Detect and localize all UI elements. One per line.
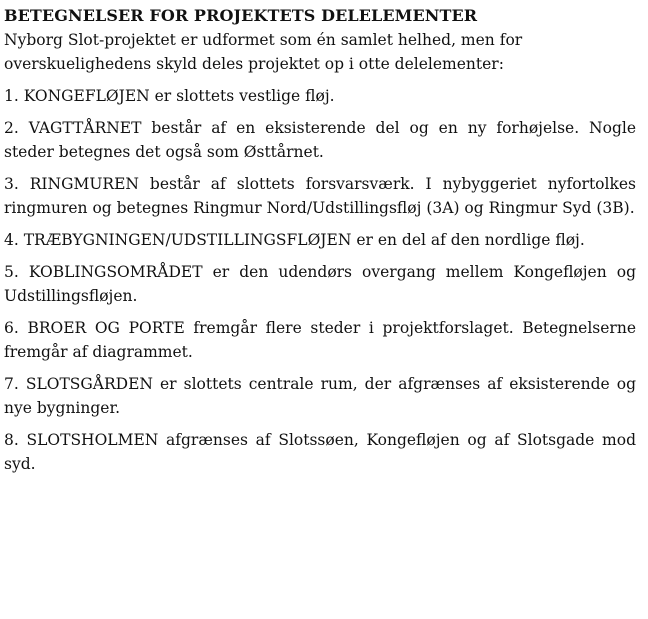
list-item-kongefloejen: 1. KONGEFLØJEN er slottets vestlige fløj. (4, 87, 335, 105)
intro-paragraph: Nyborg Slot-projektet er udformet som én samlet helhed, men for overskuelighedens skyld deles projektet op i otte delelementer: (4, 31, 523, 73)
list-item-ringmuren: 3. RINGMUREN består af slottets forsvarsværk. I nybyggeriet nyfortolkes ringmuren og betegnes Ringmur Nord/Udstillingsfløj (3A) og Ringmur Syd (3B). (4, 175, 636, 217)
list-item-koblingsomraadet: 5. KOBLINGSOMRÅDET er den udendørs overgang mellem Kongefløjen og Udstillingsfløjen. (4, 263, 636, 305)
section-heading: BETEGNELSER FOR PROJEKTETS DELELEMENTER (4, 6, 478, 25)
list-item-traebygningen: 4. TRÆBYGNINGEN/UDSTILLINGSFLØJEN er en del af den nordlige fløj. (4, 231, 585, 249)
list-item-slotsgaarden: 7. SLOTSGÅRDEN er slottets centrale rum, der afgrænses af eksisterende og nye bygninger. (4, 375, 636, 417)
list-item-broer-og-porte: 6. BROER OG PORTE fremgår flere steder i projektforslaget. Betegnelserne fremgår af diagrammet. (4, 319, 636, 361)
list-item-slotsholmen: 8. SLOTSHOLMEN afgrænses af Slotssøen, Kongefløjen og af Slotsgade mod syd. (4, 431, 636, 473)
list-item-vagttaarnet: 2. VAGTTÅRNET består af en eksisterende del og en ny forhøjelse. Nogle steder betegnes det også som Østtårnet. (4, 119, 636, 161)
